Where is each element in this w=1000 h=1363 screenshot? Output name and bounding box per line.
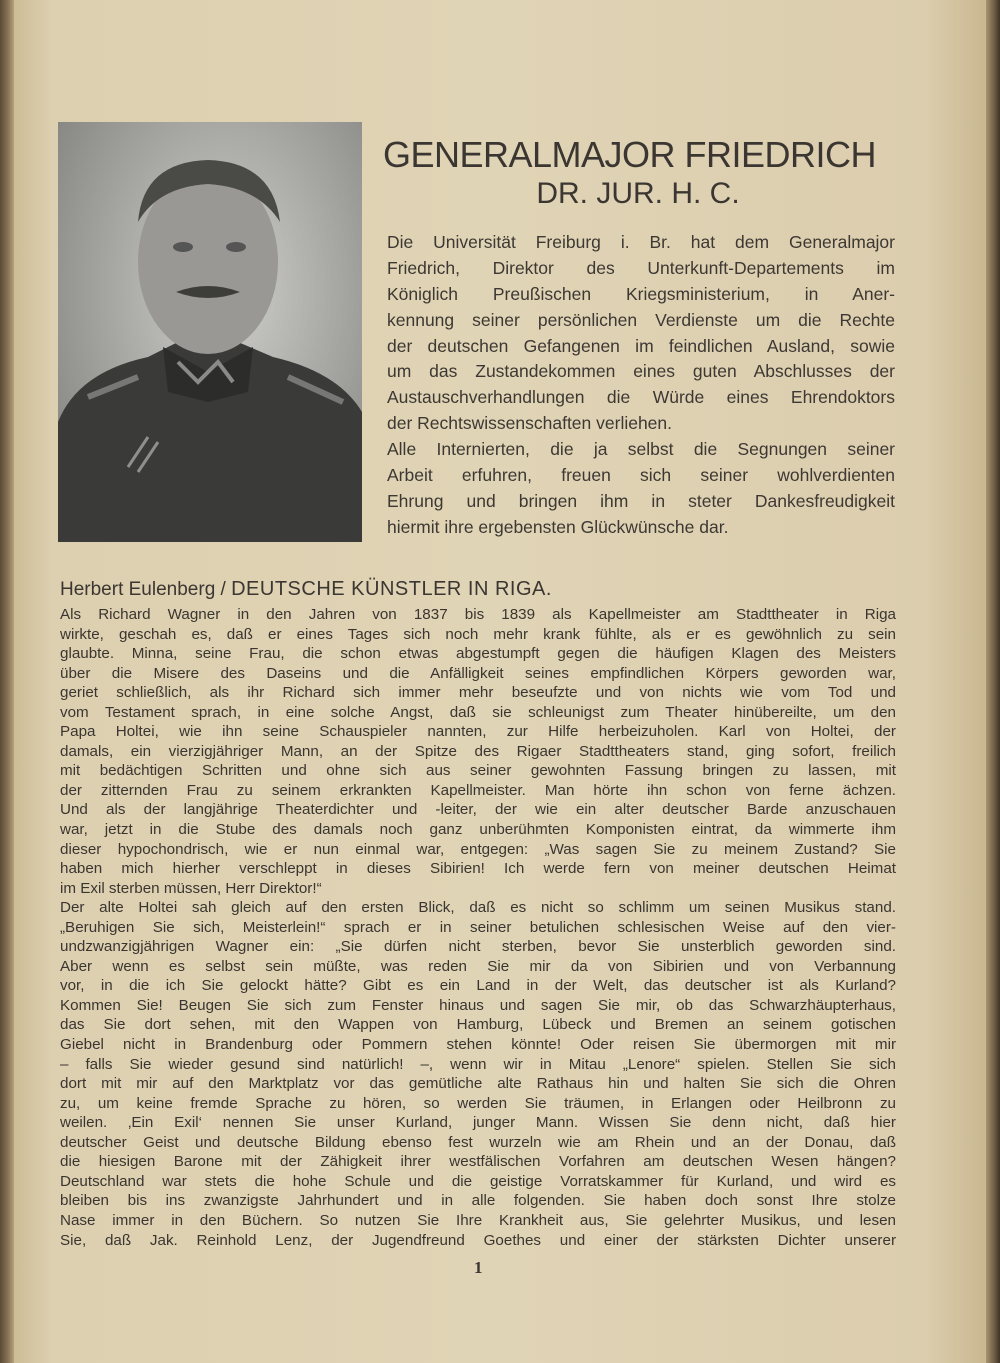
text-line: Königlich Preußischen Kriegsministerium, in Aner-	[387, 283, 895, 304]
article-line: Der alte Holtei sah gleich auf den ersten Blick, daß es nicht so schlimm um seinen Musikus stand.	[60, 899, 896, 917]
article-line: wirkte, geschah es, daß er eines Tages sich noch mehr krank fühlte, als er es gewöhnlich zu sein	[60, 625, 896, 643]
article-line: über die Misere des Daseins und die Anfälligkeit seines empfindlichen Körpers geworden war,	[60, 664, 896, 682]
article-line: glaubte. Minna, seine Frau, die schon etwas abgestumpft gegen die häufigen Klagen des Meisters	[60, 645, 896, 663]
text-line: Alle Internierten, die ja selbst die Segnungen seiner	[387, 439, 895, 460]
article-line: damals, ein vierzigjähriger Mann, an der Spitze des Rigaer Stadttheaters stand, ging sofort, freilich	[60, 742, 896, 760]
tribute-title: GENERALMAJOR FRIEDRICH	[383, 134, 877, 175]
text-line: kennung seiner persönlichen Verdienste um die Rechte	[387, 309, 895, 330]
article-line: vor, in die ich Sie gelockt hätte? Gibt es ein Land in der Welt, das deutscher ist als Kurland?	[60, 977, 896, 995]
article-line: Papa Holtei, wie ihn seine Schauspieler nannten, zur Hilfe herbeizuholen. Karl von Holtei, der	[60, 723, 896, 741]
article-line: war, jetzt in die Stube des damals noch ganz unberühmten Komponisten eintrat, da wimmerte ihm	[60, 821, 896, 839]
tribute-subtitle: DR. JUR. H. C.	[536, 177, 740, 210]
article-body	[60, 605, 896, 1250]
book-binding-edge	[0, 0, 14, 1363]
article-line: Kommen Sie! Beugen Sie sich zum Fenster hinaus und sagen Sie mir, ob das Schwarzhäupterhaus,	[60, 996, 896, 1014]
text-line: der deutschen Gefangenen im feindlichen Ausland, sowie	[387, 335, 895, 356]
article-line: Aber wenn es selbst sein müßte, was reden Sie mir da von Sibirien und von Verbannung	[60, 957, 896, 975]
article-line: bleiben bis ins zwanzigste Jahrhundert und in alle folgenden. Sie haben doch sonst Ihre stolze	[60, 1192, 896, 1210]
portrait-figure	[58, 122, 362, 542]
page-right-edge	[986, 0, 1000, 1363]
article-line: dort mit mir auf den Marktplatz vor das gemütliche alte Rathaus hin und halten Sie sich die Ohren	[60, 1075, 896, 1093]
article-line: geriet schließlich, als ihr Richard sich immer mehr beseufzte und von nichts wie vom Tod und	[60, 684, 896, 702]
article-line: Als Richard Wagner in den Jahren von 1837 bis 1839 als Kapellmeister am Stadttheater in Riga	[60, 606, 896, 623]
article-line: die hiesigen Barone mit der Zähigkeit ihrer westfälischen Vorfahren am deutschen Wesen hängen?	[60, 1153, 896, 1171]
article-line: „Beruhigen Sie sich, Meisterlein!“ sprach er in seiner betulichen schlesischen Weise auf den vier-	[60, 918, 896, 936]
article-heading	[60, 577, 552, 601]
article-line: im Exil sterben müssen, Herr Direktor!“	[60, 879, 322, 897]
article-line: Sie, daß Jak. Reinhold Lenz, der Jugendfreund Goethes und einer der stärksten Dichter unserer	[60, 1231, 896, 1249]
article-line: der zitternden Frau zu seinem erkrankten Kapellmeister. Man hörte ihn schon von ferne ächzen.	[60, 781, 896, 799]
article-line: Deutschland war stets die hohe Schule und die geistige Vorratskammer für Kurland, und wird es	[60, 1172, 896, 1190]
text-line: Arbeit erfuhren, freuen sich seiner wohlverdienten	[387, 465, 895, 486]
article-line: zu, um keine fremde Sprache zu hören, so werden Sie träumen, in Erlangen oder Heilbronn zu	[60, 1094, 896, 1112]
article-line: undzwanzigjährigen Wagner ein: „Sie dürfen nicht sterben, bevor Sie unsterblich geworden sind.	[60, 938, 896, 956]
portrait-photo	[58, 122, 362, 542]
article-line: Giebel nicht in Brandenburg oder Pommern stehen könnte! Oder reisen Sie übermorgen mit mir	[60, 1036, 896, 1054]
article-line: mit bedächtigen Schritten und ohne sich aus seiner gewohnten Fassung bringen zu lassen, mit	[60, 762, 896, 780]
tribute-paragraph	[387, 230, 895, 541]
page-number: 1	[474, 1258, 483, 1277]
article-line: dieser hypochondrisch, wie er nun einmal war, entgegen: „Was sagen Sie zu meinem Zustand? Sie	[60, 840, 896, 858]
text-line: um das Zustandekommen eines guten Abschlusses der	[387, 361, 895, 382]
article-line: haben mich hierher verschleppt in dieses Sibirien! Ich werde fern von meiner deutschen Heimat	[60, 860, 896, 878]
article-line: vom Testament sprach, in eine solche Angst, daß sie schleunigst zum Theater hinübereilte, um den	[60, 703, 896, 721]
text-line: Ehrung und bringen ihm in steter Dankesfreudigkeit	[387, 490, 895, 511]
article-line: deutscher Geist und deutsche Bildung ebenso fest wurzeln wie am Rhein und an der Donau, daß	[60, 1133, 896, 1151]
article-author: Herbert Eulenberg /	[60, 579, 226, 600]
text-line: hiermit ihre ergebensten Glückwünsche dar.	[387, 516, 729, 537]
article-line: weilen. ‚Ein Exil‘ nennen Sie unser Kurland, junger Mann. Wissen Sie denn nicht, daß hier	[60, 1114, 896, 1132]
text-line: der Rechtswissenschaften verliehen.	[387, 413, 673, 434]
text-line: Die Universität Freiburg i. Br. hat dem Generalmajor	[387, 232, 895, 252]
article-line: Und als der langjährige Theaterdichter und -leiter, der wie ein alter deutscher Barde anzuschauen	[60, 801, 896, 819]
article-line: – falls Sie wieder gesund sind natürlich! –, wenn wir in Mitau „Lenore“ spielen. Stellen Sie sich	[60, 1055, 896, 1073]
article-line: das Sie dort sehen, mit den Wappen von Hamburg, Lübeck und Bremen an seinem gotischen	[60, 1016, 896, 1034]
article-title: DEUTSCHE KÜNSTLER IN RIGA.	[231, 578, 552, 600]
text-line: Austauschverhandlungen die Würde eines Ehrendoktors	[387, 387, 895, 408]
article-line: Nase immer in den Büchern. So nutzen Sie Ihre Krankheit aus, Sie gelehrter Musikus, und lesen	[60, 1211, 896, 1229]
text-line: Friedrich, Direktor des Unterkunft-Departements im	[387, 257, 895, 278]
